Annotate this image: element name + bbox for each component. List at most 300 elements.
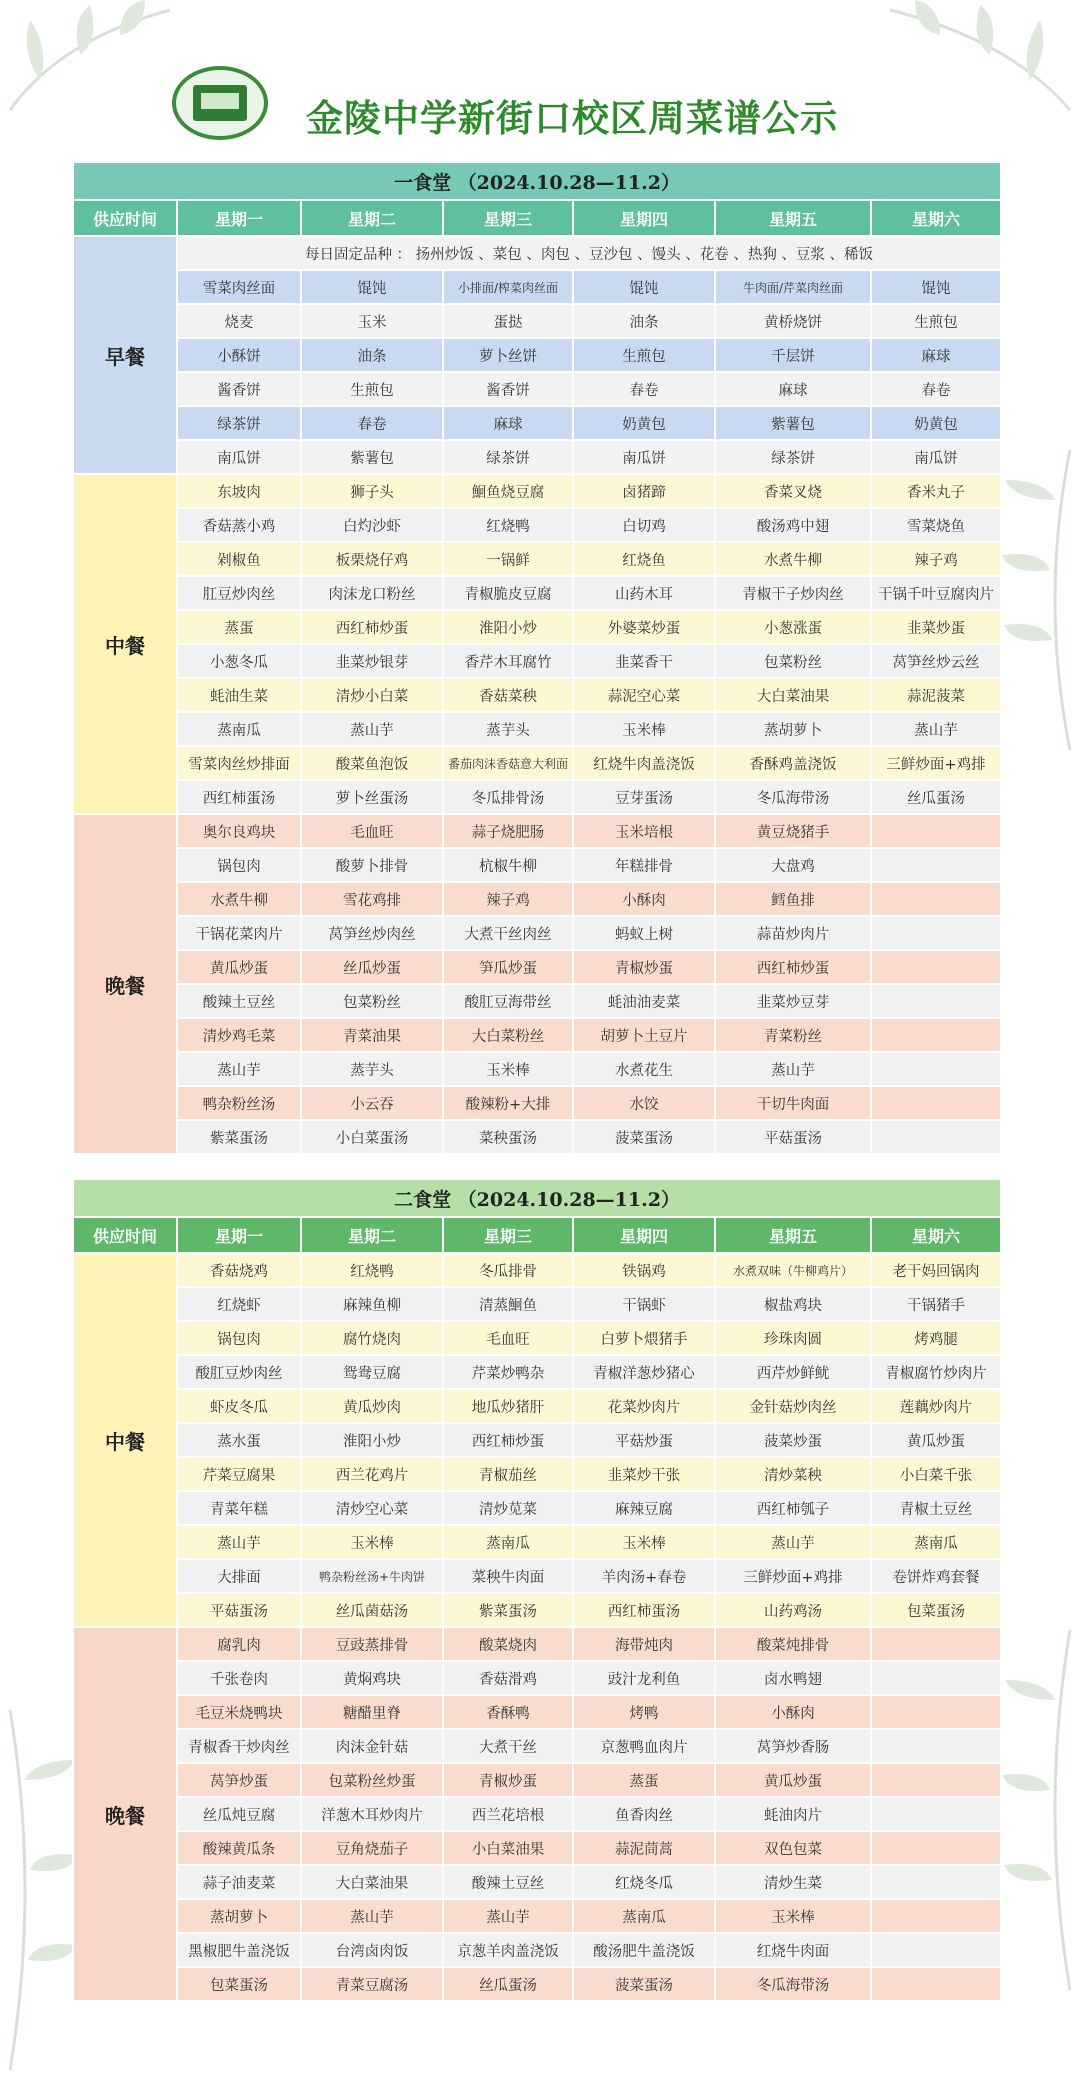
dish-cell: 蒸山芋 xyxy=(443,1899,573,1933)
table-row xyxy=(73,576,1001,610)
dish-cell: 萝卜丝饼 xyxy=(443,338,573,372)
dish-cell: 平菇炒蛋 xyxy=(573,1423,715,1457)
dish-cell: 白萝卜煨猪手 xyxy=(573,1321,715,1355)
table-row xyxy=(73,916,1001,950)
dish-cell: 酸萝卜排骨 xyxy=(301,848,443,882)
dish-cell: 香菜叉烧 xyxy=(715,474,871,508)
table-row xyxy=(73,712,1001,746)
dish-cell: 海带炖肉 xyxy=(573,1627,715,1661)
dish-cell xyxy=(871,1627,1001,1661)
leaf-decoration-icon xyxy=(1000,440,1080,760)
dish-cell: 青椒茄丝 xyxy=(443,1457,573,1491)
dish-cell: 蒜子油麦菜 xyxy=(177,1865,301,1899)
dish-cell: 蒜子烧肥肠 xyxy=(443,814,573,848)
dish-cell: 花菜炒肉片 xyxy=(573,1389,715,1423)
dish-cell: 玉米棒 xyxy=(573,712,715,746)
dish-cell: 大煮干丝肉丝 xyxy=(443,916,573,950)
dish-cell: 锅包肉 xyxy=(177,848,301,882)
dish-cell: 蒸山芋 xyxy=(177,1525,301,1559)
dish-cell: 水煮双味（牛柳鸡片） xyxy=(715,1253,871,1287)
table-row xyxy=(73,1695,1001,1729)
dish-cell xyxy=(871,1086,1001,1120)
table-row xyxy=(73,1627,1001,1661)
dish-cell: 清炒小白菜 xyxy=(301,678,443,712)
dish-cell: 鮰鱼烧豆腐 xyxy=(443,474,573,508)
dish-cell: 蒸南瓜 xyxy=(177,712,301,746)
dish-cell: 杭椒牛柳 xyxy=(443,848,573,882)
dish-cell: 冬瓜海带汤 xyxy=(715,780,871,814)
dish-cell: 番茄肉沫香菇意大利面 xyxy=(443,746,573,780)
dish-cell: 萝卜丝蛋汤 xyxy=(301,780,443,814)
dish-cell: 大排面 xyxy=(177,1559,301,1593)
dish-cell: 毛血旺 xyxy=(301,814,443,848)
dish-cell: 蒸山芋 xyxy=(715,1525,871,1559)
dish-cell: 牛肉面/芹菜肉丝面 xyxy=(715,270,871,304)
dish-cell: 小白菜千张 xyxy=(871,1457,1001,1491)
dish-cell xyxy=(871,1120,1001,1154)
dish-cell: 千张卷肉 xyxy=(177,1661,301,1695)
dish-cell: 酸汤肥牛盖浇饭 xyxy=(573,1933,715,1967)
table-row xyxy=(73,474,1001,508)
dish-cell: 蒸山芋 xyxy=(871,712,1001,746)
dish-cell xyxy=(871,984,1001,1018)
table-row xyxy=(73,1321,1001,1355)
dish-cell: 蚝油肉片 xyxy=(715,1797,871,1831)
dish-cell: 水煮花生 xyxy=(573,1052,715,1086)
dish-cell: 酸辣土豆丝 xyxy=(177,984,301,1018)
dish-cell: 西兰花鸡片 xyxy=(301,1457,443,1491)
dish-cell: 红烧鸭 xyxy=(301,1253,443,1287)
supply-time-header: 供应时间 xyxy=(73,200,177,236)
table-row xyxy=(73,542,1001,576)
dish-cell: 烤鸡腿 xyxy=(871,1321,1001,1355)
dish-cell: 干锅千叶豆腐肉片 xyxy=(871,576,1001,610)
dish-cell: 台湾卤肉饭 xyxy=(301,1933,443,1967)
dish-cell: 烤鸭 xyxy=(573,1695,715,1729)
dish-cell xyxy=(871,1695,1001,1729)
dish-cell: 韭菜炒银芽 xyxy=(301,644,443,678)
dish-cell: 东坡肉 xyxy=(177,474,301,508)
dish-cell: 鸭杂粉丝汤 xyxy=(177,1086,301,1120)
dish-cell: 蒸山芋 xyxy=(177,1052,301,1086)
table-row xyxy=(73,950,1001,984)
table-row xyxy=(73,304,1001,338)
dish-cell: 莴笋炒香肠 xyxy=(715,1729,871,1763)
dish-cell: 白切鸡 xyxy=(573,508,715,542)
dish-cell: 黄瓜炒蛋 xyxy=(871,1423,1001,1457)
dish-cell: 山药木耳 xyxy=(573,576,715,610)
dish-cell: 小白菜油果 xyxy=(443,1831,573,1865)
dish-cell: 黄桥烧饼 xyxy=(715,304,871,338)
dish-cell: 黄焖鸡块 xyxy=(301,1661,443,1695)
dish-cell: 肉沫金针菇 xyxy=(301,1729,443,1763)
dish-cell: 清炒菜秧 xyxy=(715,1457,871,1491)
dish-cell xyxy=(871,950,1001,984)
dish-cell: 鸭杂粉丝汤+牛肉饼 xyxy=(301,1559,443,1593)
dish-cell: 雪花鸡排 xyxy=(301,882,443,916)
dish-cell: 豆豉蒸排骨 xyxy=(301,1627,443,1661)
dish-cell xyxy=(871,1865,1001,1899)
dish-cell: 玉米棒 xyxy=(443,1052,573,1086)
dish-cell xyxy=(871,814,1001,848)
dish-cell: 京葱鸭血肉片 xyxy=(573,1729,715,1763)
dish-cell: 香菇菜秧 xyxy=(443,678,573,712)
dish-cell: 西红柿炒蛋 xyxy=(443,1423,573,1457)
dish-cell: 西红柿炒蛋 xyxy=(715,950,871,984)
dish-cell: 小白菜蛋汤 xyxy=(301,1120,443,1154)
dish-cell: 西兰花培根 xyxy=(443,1797,573,1831)
dish-cell xyxy=(871,1729,1001,1763)
dish-cell: 毛血旺 xyxy=(443,1321,573,1355)
dish-cell: 韭菜炒干张 xyxy=(573,1457,715,1491)
dish-cell: 绿茶饼 xyxy=(443,440,573,474)
dish-cell: 蚝油生菜 xyxy=(177,678,301,712)
dish-cell: 卤猪蹄 xyxy=(573,474,715,508)
dish-cell: 蒸南瓜 xyxy=(871,1525,1001,1559)
day-header: 星期一 xyxy=(177,1217,301,1253)
dish-cell: 大煮干丝 xyxy=(443,1729,573,1763)
dish-cell: 菜秧蛋汤 xyxy=(443,1120,573,1154)
canteen2-menu-table xyxy=(72,1178,1002,2002)
dish-cell: 麻辣鱼柳 xyxy=(301,1287,443,1321)
dish-cell: 香芹木耳腐竹 xyxy=(443,644,573,678)
table-row xyxy=(73,610,1001,644)
dish-cell: 黄豆烧猪手 xyxy=(715,814,871,848)
dish-cell: 绿茶饼 xyxy=(715,440,871,474)
dish-cell: 酸菜鱼泡饭 xyxy=(301,746,443,780)
dish-cell: 韭菜香干 xyxy=(573,644,715,678)
dish-cell: 红烧冬瓜 xyxy=(573,1865,715,1899)
dish-cell: 雪菜肉丝面 xyxy=(177,270,301,304)
dish-cell: 白灼沙虾 xyxy=(301,508,443,542)
dish-cell: 油条 xyxy=(301,338,443,372)
dish-cell: 酸菜炖排骨 xyxy=(715,1627,871,1661)
dish-cell: 南瓜饼 xyxy=(573,440,715,474)
dish-cell: 芹菜炒鸭杂 xyxy=(443,1355,573,1389)
canteen1-caption: 一食堂 （2024.10.28—11.2） xyxy=(73,162,1001,200)
day-header: 星期三 xyxy=(443,1217,573,1253)
page-title: 金陵中学新街口校区周菜谱公示 xyxy=(306,97,838,140)
dish-cell: 玉米棒 xyxy=(573,1525,715,1559)
dish-cell xyxy=(871,1797,1001,1831)
dish-cell: 蒜泥空心菜 xyxy=(573,678,715,712)
dish-cell: 春卷 xyxy=(301,406,443,440)
dish-cell: 西红柿炒蛋 xyxy=(301,610,443,644)
breakfast-label: 早餐 xyxy=(73,236,177,474)
dish-cell: 紫菜蛋汤 xyxy=(443,1593,573,1627)
fixed-items-text: 每日固定品种 ： 扬州炒饭 、菜包 、肉包 、豆沙包 、馒头 、花卷 、热狗 、豆浆 、稀饭 xyxy=(177,236,1001,270)
dish-cell: 麻球 xyxy=(443,406,573,440)
dish-cell xyxy=(871,1661,1001,1695)
dish-cell: 山药鸡汤 xyxy=(715,1593,871,1627)
dish-cell: 南瓜饼 xyxy=(871,440,1001,474)
dish-cell: 香菇蒸小鸡 xyxy=(177,508,301,542)
dish-cell: 生煎包 xyxy=(301,372,443,406)
dish-cell: 豆角烧茄子 xyxy=(301,1831,443,1865)
dish-cell: 莴笋丝炒肉丝 xyxy=(301,916,443,950)
dish-cell: 千层饼 xyxy=(715,338,871,372)
lunch-label: 中餐 xyxy=(73,474,177,814)
day-header: 星期三 xyxy=(443,200,573,236)
dish-cell: 水煮牛柳 xyxy=(177,882,301,916)
leaf-decoration-icon xyxy=(0,1700,80,2080)
dish-cell: 小云吞 xyxy=(301,1086,443,1120)
table-row xyxy=(73,984,1001,1018)
dish-cell: 清炒空心菜 xyxy=(301,1491,443,1525)
dish-cell: 干锅花菜肉片 xyxy=(177,916,301,950)
table-row xyxy=(73,678,1001,712)
dish-cell: 青菜油果 xyxy=(301,1018,443,1052)
dish-cell: 玉米棒 xyxy=(301,1525,443,1559)
table-row xyxy=(73,1355,1001,1389)
dish-cell: 干切牛肉面 xyxy=(715,1086,871,1120)
table-row xyxy=(73,1729,1001,1763)
table-row xyxy=(73,1052,1001,1086)
dish-cell: 小酥肉 xyxy=(715,1695,871,1729)
dish-cell: 蒸山芋 xyxy=(715,1052,871,1086)
dish-cell: 豉汁龙利鱼 xyxy=(573,1661,715,1695)
dish-cell: 生煎包 xyxy=(573,338,715,372)
fixed-items-row xyxy=(73,236,1001,270)
dish-cell: 奶黄包 xyxy=(573,406,715,440)
dish-cell: 青椒干子炒肉丝 xyxy=(715,576,871,610)
dish-cell: 青椒炒蛋 xyxy=(573,950,715,984)
dish-cell: 酸辣土豆丝 xyxy=(443,1865,573,1899)
dish-cell: 丝瓜蛋汤 xyxy=(443,1967,573,2001)
dish-cell: 红烧鱼 xyxy=(573,542,715,576)
dish-cell: 冬瓜排骨汤 xyxy=(443,780,573,814)
dish-cell: 双色包菜 xyxy=(715,1831,871,1865)
dish-cell: 清炒鸡毛菜 xyxy=(177,1018,301,1052)
dish-cell: 平菇蛋汤 xyxy=(177,1593,301,1627)
dish-cell: 蒸山芋 xyxy=(301,1899,443,1933)
dish-cell: 酱香饼 xyxy=(443,372,573,406)
dish-cell: 蒜泥菠菜 xyxy=(871,678,1001,712)
dish-cell: 小酥饼 xyxy=(177,338,301,372)
dish-cell: 鳕鱼排 xyxy=(715,882,871,916)
table-row xyxy=(73,1457,1001,1491)
dish-cell: 春卷 xyxy=(871,372,1001,406)
dish-cell: 麻球 xyxy=(715,372,871,406)
dish-cell: 生煎包 xyxy=(871,304,1001,338)
dish-cell: 肛豆炒肉丝 xyxy=(177,576,301,610)
dish-cell: 椒盐鸡块 xyxy=(715,1287,871,1321)
dish-cell: 蛋挞 xyxy=(443,304,573,338)
day-header: 星期五 xyxy=(715,1217,871,1253)
day-header: 星期四 xyxy=(573,200,715,236)
dish-cell: 韭菜炒豆芽 xyxy=(715,984,871,1018)
table-row xyxy=(73,746,1001,780)
dish-cell: 包菜蛋汤 xyxy=(871,1593,1001,1627)
dish-cell: 金针菇炒肉丝 xyxy=(715,1389,871,1423)
dish-cell: 干锅虾 xyxy=(573,1287,715,1321)
dish-cell: 烧麦 xyxy=(177,304,301,338)
dish-cell: 包菜粉丝 xyxy=(301,984,443,1018)
dish-cell: 外婆菜炒蛋 xyxy=(573,610,715,644)
dish-cell: 青椒脆皮豆腐 xyxy=(443,576,573,610)
dish-cell: 丝瓜炖豆腐 xyxy=(177,1797,301,1831)
dish-cell: 紫菜蛋汤 xyxy=(177,1120,301,1154)
dish-cell: 青菜豆腐汤 xyxy=(301,1967,443,2001)
lunch-label: 中餐 xyxy=(73,1253,177,1627)
dish-cell: 蒸山芋 xyxy=(301,712,443,746)
dish-cell: 青菜粉丝 xyxy=(715,1018,871,1052)
dish-cell: 蒸胡萝卜 xyxy=(715,712,871,746)
dish-cell: 香酥鸡盖浇饭 xyxy=(715,746,871,780)
dish-cell: 春卷 xyxy=(573,372,715,406)
table-row xyxy=(73,1593,1001,1627)
dish-cell xyxy=(871,1831,1001,1865)
dish-cell: 大盘鸡 xyxy=(715,848,871,882)
dish-cell: 包菜粉丝炒蛋 xyxy=(301,1763,443,1797)
table-row xyxy=(73,1933,1001,1967)
dish-cell: 蒜苗炒肉片 xyxy=(715,916,871,950)
dinner-label: 晚餐 xyxy=(73,814,177,1154)
dish-cell: 酸汤鸡中翅 xyxy=(715,508,871,542)
dish-cell: 菠菜炒蛋 xyxy=(715,1423,871,1457)
table-row xyxy=(73,270,1001,304)
dish-cell: 珍珠肉圆 xyxy=(715,1321,871,1355)
dish-cell xyxy=(871,882,1001,916)
dish-cell: 丝瓜菌菇汤 xyxy=(301,1593,443,1627)
table-row xyxy=(73,814,1001,848)
dish-cell: 麻辣豆腐 xyxy=(573,1491,715,1525)
day-header: 星期二 xyxy=(301,1217,443,1253)
table-row xyxy=(73,1423,1001,1457)
dish-cell: 玉米 xyxy=(301,304,443,338)
dish-cell: 香菇滑鸡 xyxy=(443,1661,573,1695)
dish-cell: 三鲜炒面+鸡排 xyxy=(871,746,1001,780)
table-row xyxy=(73,1865,1001,1899)
dish-cell: 麻球 xyxy=(871,338,1001,372)
table-row xyxy=(73,372,1001,406)
dish-cell: 西红柿蛋汤 xyxy=(573,1593,715,1627)
day-header: 星期六 xyxy=(871,200,1001,236)
dish-cell: 蒸芋头 xyxy=(443,712,573,746)
table-row xyxy=(73,1899,1001,1933)
dish-cell: 冬瓜排骨 xyxy=(443,1253,573,1287)
dish-cell: 青椒土豆丝 xyxy=(871,1491,1001,1525)
day-header: 星期二 xyxy=(301,200,443,236)
dish-cell: 馄饨 xyxy=(871,270,1001,304)
dish-cell: 雪菜烧鱼 xyxy=(871,508,1001,542)
dish-cell xyxy=(871,1052,1001,1086)
table-row xyxy=(73,780,1001,814)
canteen1-menu-table xyxy=(72,161,1002,1155)
dish-cell: 黄瓜炒蛋 xyxy=(715,1763,871,1797)
dish-cell: 酱香饼 xyxy=(177,372,301,406)
dish-cell: 小葱冬瓜 xyxy=(177,644,301,678)
dish-cell: 红烧牛肉面 xyxy=(715,1933,871,1967)
dish-cell: 小排面/榨菜肉丝面 xyxy=(443,270,573,304)
day-header: 星期六 xyxy=(871,1217,1001,1253)
dish-cell: 青菜年糕 xyxy=(177,1491,301,1525)
dish-cell: 蒸南瓜 xyxy=(573,1899,715,1933)
dish-cell: 黑椒肥牛盖浇饭 xyxy=(177,1933,301,1967)
dish-cell: 红烧鸭 xyxy=(443,508,573,542)
dish-cell: 干锅猪手 xyxy=(871,1287,1001,1321)
dish-cell: 冬瓜海带汤 xyxy=(715,1967,871,2001)
dish-cell: 淮阳小炒 xyxy=(443,610,573,644)
table-row xyxy=(73,1253,1001,1287)
dish-cell: 蒜泥茼蒿 xyxy=(573,1831,715,1865)
dish-cell: 丝瓜炒蛋 xyxy=(301,950,443,984)
dish-cell: 大白菜油果 xyxy=(301,1865,443,1899)
dish-cell: 笋瓜炒蛋 xyxy=(443,950,573,984)
day-header: 星期四 xyxy=(573,1217,715,1253)
dish-cell: 蒸水蛋 xyxy=(177,1423,301,1457)
dish-cell: 蚝油油麦菜 xyxy=(573,984,715,1018)
leaf-decoration-icon xyxy=(1000,1620,1080,2000)
dish-cell: 狮子头 xyxy=(301,474,443,508)
day-header: 星期五 xyxy=(715,200,871,236)
dish-cell: 年糕排骨 xyxy=(573,848,715,882)
dish-cell: 水饺 xyxy=(573,1086,715,1120)
table-row xyxy=(73,1086,1001,1120)
dish-cell: 小酥肉 xyxy=(573,882,715,916)
dish-cell: 蒸胡萝卜 xyxy=(177,1899,301,1933)
dish-cell: 油条 xyxy=(573,304,715,338)
dish-cell: 蒸南瓜 xyxy=(443,1525,573,1559)
school-logo xyxy=(172,66,268,140)
dish-cell: 腐乳肉 xyxy=(177,1627,301,1661)
dish-cell: 玉米棒 xyxy=(715,1899,871,1933)
dish-cell: 卷饼炸鸡套餐 xyxy=(871,1559,1001,1593)
table-row xyxy=(73,644,1001,678)
dish-cell: 豆芽蛋汤 xyxy=(573,780,715,814)
dish-cell: 香菇烧鸡 xyxy=(177,1253,301,1287)
dish-cell: 奶黄包 xyxy=(871,406,1001,440)
dish-cell: 包菜粉丝 xyxy=(715,644,871,678)
dish-cell: 蚂蚁上树 xyxy=(573,916,715,950)
dish-cell: 锅包肉 xyxy=(177,1321,301,1355)
dish-cell: 香米丸子 xyxy=(871,474,1001,508)
table-row xyxy=(73,508,1001,542)
dish-cell: 酸肛豆炒肉丝 xyxy=(177,1355,301,1389)
dish-cell xyxy=(871,916,1001,950)
dish-cell: 蒸芋头 xyxy=(301,1052,443,1086)
dish-cell: 虾皮冬瓜 xyxy=(177,1389,301,1423)
dish-cell: 一锅鲜 xyxy=(443,542,573,576)
dish-cell: 清蒸鮰鱼 xyxy=(443,1287,573,1321)
dish-cell: 西红柿瓠子 xyxy=(715,1491,871,1525)
dish-cell: 雪菜肉丝炒排面 xyxy=(177,746,301,780)
table-row xyxy=(73,882,1001,916)
dish-cell: 莴笋丝炒云丝 xyxy=(871,644,1001,678)
table-row xyxy=(73,1491,1001,1525)
table-row xyxy=(73,848,1001,882)
dish-cell: 京葱羊肉盖浇饭 xyxy=(443,1933,573,1967)
dish-cell xyxy=(871,1763,1001,1797)
dish-cell: 平菇蛋汤 xyxy=(715,1120,871,1154)
dish-cell: 包菜蛋汤 xyxy=(177,1967,301,2001)
table-row xyxy=(73,1661,1001,1695)
dish-cell: 板栗烧仔鸡 xyxy=(301,542,443,576)
dish-cell: 芹菜豆腐果 xyxy=(177,1457,301,1491)
dish-cell: 肉沫龙口粉丝 xyxy=(301,576,443,610)
dish-cell: 羊肉汤+春卷 xyxy=(573,1559,715,1593)
table-row xyxy=(73,1831,1001,1865)
table-row xyxy=(73,440,1001,474)
table-row xyxy=(73,1018,1001,1052)
dish-cell: 西红柿蛋汤 xyxy=(177,780,301,814)
dish-cell: 大白菜油果 xyxy=(715,678,871,712)
table-row xyxy=(73,1389,1001,1423)
dish-cell: 辣子鸡 xyxy=(443,882,573,916)
dish-cell xyxy=(871,1899,1001,1933)
supply-time-header: 供应时间 xyxy=(73,1217,177,1253)
dish-cell: 黄瓜炒蛋 xyxy=(177,950,301,984)
